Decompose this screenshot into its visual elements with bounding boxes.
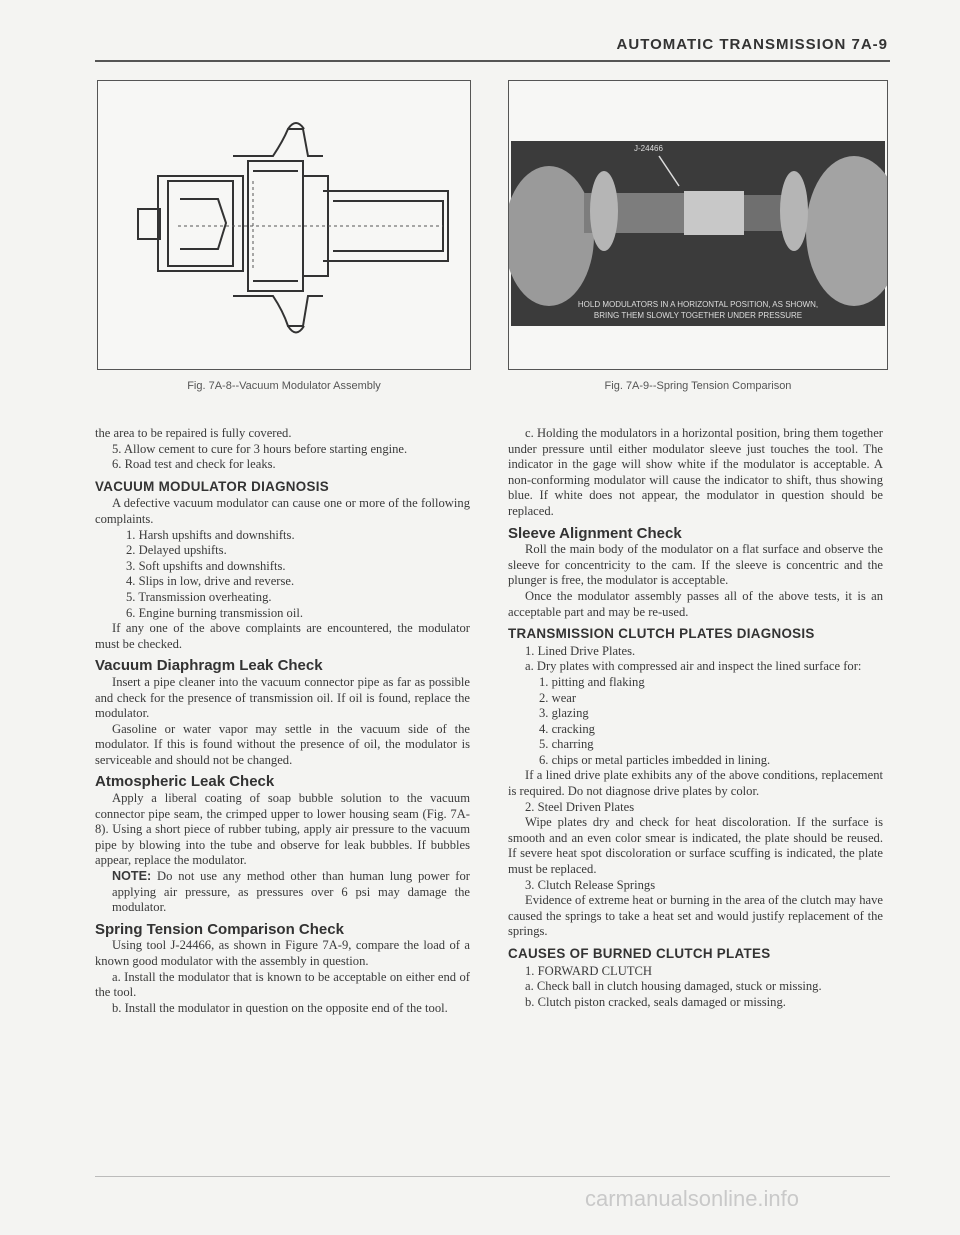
section-heading-vacuum-diaphragm: Vacuum Diaphragm Leak Check — [95, 657, 323, 675]
figure-vacuum-modulator — [97, 80, 471, 370]
left-column — [95, 426, 470, 1016]
paragraph: 6. Road test and check for leaks. — [112, 457, 276, 472]
note-label: NOTE: — [112, 869, 152, 884]
list-item: 1. pitting and flaking — [539, 674, 645, 689]
section-heading-vacuum-modulator-diagnosis: VACUUM MODULATOR DIAGNOSIS — [95, 478, 329, 494]
paragraph: 1. Lined Drive Plates. — [525, 643, 636, 658]
paragraph: the area to be repaired is fully covered. — [95, 426, 292, 440]
watermark: carmanualsonline.info — [585, 1186, 800, 1211]
paragraph: b. Install the modulator in question on the opposite end of the tool. — [112, 1000, 448, 1015]
section-heading-burned-clutch: CAUSES OF BURNED CLUTCH PLATES — [508, 946, 771, 961]
list-item: 3. Soft upshifts and downshifts. — [126, 558, 286, 573]
paragraph: Wipe plates dry and check for heat discoloration. If the surface is smooth and an even color smear is indicated, the plate should be reused. If severe heat spot discoloration or surface scuffing is indicated, the plate must be replaced. — [508, 815, 883, 877]
paragraph: c. Holding the modulators in a horizontal position, bring them together under pressure until either modulator sleeve just touches the tool. The indicator in the gage will show white if the modulator is acceptable. A non-conforming modulator will cause the indicator to shift, thus showing blue. If white does not appear, the modulator in question should be replaced. — [508, 426, 883, 518]
note-text: Do not use any method other than human lung power for applying air pressure, as pressures over 6 psi may damage the modulator. — [112, 869, 470, 915]
header-rule — [95, 60, 890, 62]
paragraph: a. Check ball in clutch housing damaged, stuck or missing. — [525, 979, 822, 994]
right-column — [508, 426, 883, 1010]
paragraph: Gasoline or water vapor may settle in the vacuum side of the modulator. If this is found without the presence of oil, the modulator is serviceable and should not be changed. — [95, 721, 470, 767]
paragraph: If any one of the above complaints are encountered, the modulator must be checked. — [95, 621, 470, 651]
photo-overlay-line-1: HOLD MODULATORS IN A HORIZONTAL POSITION, AS SHOWN, — [577, 300, 819, 309]
list-item: 2. wear — [539, 690, 577, 705]
photo-overlay-line-2: BRING THEM SLOWLY TOGETHER UNDER PRESSURE — [593, 311, 803, 320]
paragraph: a. Install the modulator that is known to be acceptable on either end of the tool. — [95, 969, 470, 1000]
paragraph: 2. Steel Driven Plates — [525, 799, 635, 814]
list-item: 4. cracking — [539, 721, 595, 736]
section-heading-sleeve-alignment: Sleeve Alignment Check — [508, 524, 682, 542]
paragraph: A defective vacuum modulator can cause one or more of the following complaints. — [95, 496, 470, 526]
paragraph: a. Dry plates with compressed air and inspect the lined surface for: — [525, 659, 862, 674]
spring-tension-photo — [509, 81, 887, 369]
figure-caption-7a-8: Fig. 7A-8--Vacuum Modulator Assembly — [187, 380, 381, 392]
paragraph: Once the modulator assembly passes all of the above tests, it is an acceptable part and may be re-used. — [508, 588, 883, 619]
list-item: 6. Engine burning transmission oil. — [126, 605, 304, 620]
paragraph: Apply a liberal coating of soap bubble solution to the vacuum connector pipe seam, the crimped upper to lower housing seam (Fig. 7A-8). Using a short piece of rubber tubing, apply air pressure to the vacuum pipe by blowing into the tube and observe for leak bubbles. If bubbles appear, replace the modulator. — [95, 791, 470, 868]
paragraph: 1. FORWARD CLUTCH — [525, 963, 653, 978]
paragraph: b. Clutch piston cracked, seals damaged or missing. — [525, 994, 786, 1009]
paragraph: 5. Allow cement to cure for 3 hours before starting engine. — [112, 441, 408, 456]
list-item: 2. Delayed upshifts. — [126, 543, 227, 558]
note — [95, 869, 470, 916]
paragraph: Using tool J-24466, as shown in Figure 7A-9, compare the load of a known good modulator with the assembly in question. — [95, 938, 470, 968]
list-item: 5. Transmission overheating. — [126, 589, 272, 604]
tool-label: J-24466 — [634, 144, 663, 153]
paragraph: Insert a pipe cleaner into the vacuum connector pipe as far as possible and check for the presence of transmission oil. If oil is found, replace the modulator. — [95, 674, 470, 721]
section-heading-atmospheric-leak: Atmospheric Leak Check — [95, 773, 275, 791]
paragraph: Roll the main body of the modulator on a flat surface and observe the sleeve for concentricity to the cam. If the sleeve is concentric and the plunger is free, the modulator is acceptable. — [508, 542, 883, 588]
list-item: 1. Harsh upshifts and downshifts. — [126, 527, 295, 542]
paragraph: Evidence of extreme heat or burning in the area of the clutch may have caused the springs to take a heat set and would justify replacement of the springs. — [508, 893, 883, 939]
page-header: AUTOMATIC TRANSMISSION 7A-9 — [616, 36, 888, 53]
footer-rule — [95, 1176, 890, 1177]
section-heading-clutch-plates: TRANSMISSION CLUTCH PLATES DIAGNOSIS — [508, 626, 815, 642]
list-item: 6. chips or metal particles imbedded in lining. — [539, 752, 771, 767]
paragraph: 3. Clutch Release Springs — [525, 877, 656, 892]
vacuum-modulator-drawing — [98, 81, 470, 369]
list-item: 5. charring — [539, 737, 594, 752]
figure-caption-7a-9: Fig. 7A-9--Spring Tension Comparison — [604, 380, 792, 392]
list-item: 3. glazing — [539, 706, 589, 721]
list-item: 4. Slips in low, drive and reverse. — [126, 574, 295, 589]
section-heading-spring-tension: Spring Tension Comparison Check — [95, 920, 344, 938]
figure-spring-tension — [508, 80, 888, 370]
paragraph: If a lined drive plate exhibits any of the above conditions, replacement is required. Do not diagnose drive plates by color. — [508, 768, 883, 799]
